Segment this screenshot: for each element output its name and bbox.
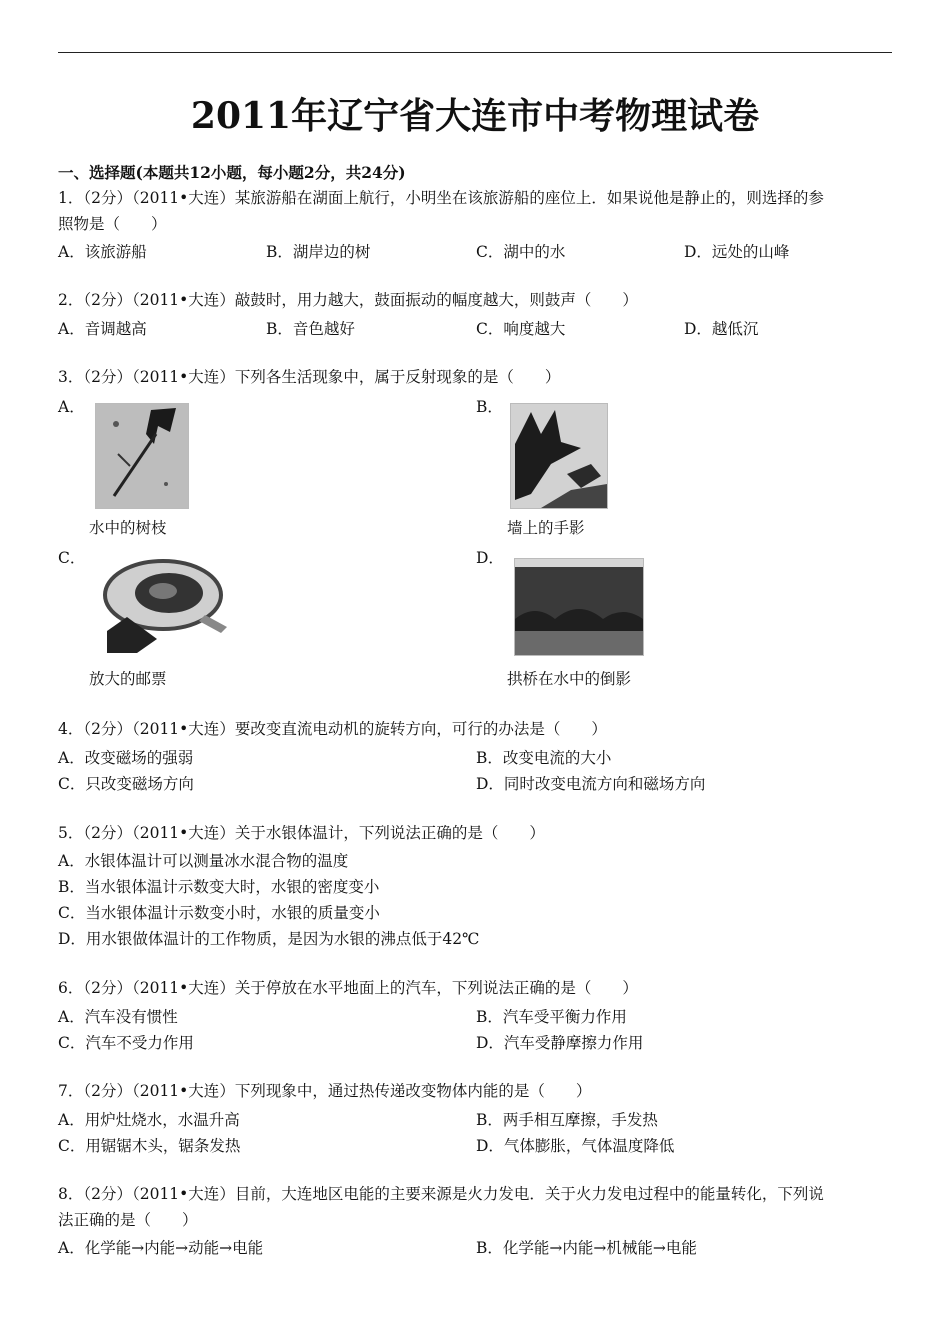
header-rule xyxy=(58,52,892,53)
q1-option-b[interactable]: B．湖岸边的树 xyxy=(266,243,371,261)
question-6-stem: 6．（2分）（2011•大连）关于停放在水平地面上的汽车，下列说法正确的是（ ） xyxy=(58,979,638,997)
q8-option-a[interactable]: A．化学能→内能→动能→电能 xyxy=(58,1239,264,1257)
q4-option-d[interactable]: D．同时改变电流方向和磁场方向 xyxy=(476,775,706,793)
q7-option-d[interactable]: D．气体膨胀，气体温度降低 xyxy=(476,1137,675,1155)
q6-option-b[interactable]: B．汽车受平衡力作用 xyxy=(476,1008,627,1026)
q1-option-a[interactable]: A．该旅游船 xyxy=(58,243,147,261)
q7-option-c[interactable]: C．用锯锯木头，锯条发热 xyxy=(58,1137,241,1155)
magnified-stamp-image xyxy=(93,553,233,653)
q2-option-c[interactable]: C．响度越大 xyxy=(476,320,566,338)
question-8-stem: 8．（2分）（2011•大连）目前，大连地区电能的主要来源是火力发电．关于火力发电过程中的能量转化，下列说 xyxy=(58,1185,824,1203)
question-3-stem: 3．（2分）（2011•大连）下列各生活现象中，属于反射现象的是（ ） xyxy=(58,368,561,386)
hand-shadow-on-wall-image xyxy=(510,403,608,509)
q5-option-d[interactable]: D．用水银做体温计的工作物质，是因为水银的沸点低于42℃ xyxy=(58,930,480,948)
section-heading: 一、选择题(本题共12小题，每小题2分，共24分) xyxy=(58,163,406,182)
question-8-stem-cont: 法正确的是（ ） xyxy=(58,1211,198,1229)
q2-option-b[interactable]: B．音色越好 xyxy=(266,320,355,338)
q3-option-b[interactable]: B． xyxy=(476,398,503,416)
q2-option-d[interactable]: D．越低沉 xyxy=(684,320,759,338)
question-2-stem: 2．（2分）（2011•大连）敲鼓时，用力越大，鼓面振动的幅度越大，则鼓声（ ） xyxy=(58,291,638,309)
q8-option-b[interactable]: B．化学能→内能→机械能→电能 xyxy=(476,1239,697,1257)
q5-option-c[interactable]: C．当水银体温计示数变小时，水银的质量变小 xyxy=(58,904,380,922)
q4-option-c[interactable]: C．只改变磁场方向 xyxy=(58,775,194,793)
q7-option-b[interactable]: B．两手相互摩擦，手发热 xyxy=(476,1111,658,1129)
tree-branch-in-water-image xyxy=(95,403,189,509)
q1-option-d[interactable]: D．远处的山峰 xyxy=(684,243,790,261)
question-1-stem: 1．（2分）（2011•大连）某旅游船在湖面上航行，小明坐在该旅游船的座位上．如果说他是静止的，则选择的参 xyxy=(58,189,824,207)
question-4-stem: 4．（2分）（2011•大连）要改变直流电动机的旋转方向，可行的办法是（ ） xyxy=(58,720,607,738)
q5-option-b[interactable]: B．当水银体温计示数变大时，水银的密度变小 xyxy=(58,878,380,896)
q6-option-d[interactable]: D．汽车受静摩擦力作用 xyxy=(476,1034,644,1052)
q3-caption-d: 拱桥在水中的倒影 xyxy=(507,670,632,688)
q3-caption-b: 墙上的手影 xyxy=(507,519,585,537)
question-7-stem: 7．（2分）（2011•大连）下列现象中，通过热传递改变物体内能的是（ ） xyxy=(58,1082,592,1100)
q6-option-c[interactable]: C．汽车不受力作用 xyxy=(58,1034,194,1052)
q4-option-a[interactable]: A．改变磁场的强弱 xyxy=(58,749,194,767)
q3-option-c[interactable]: C． xyxy=(58,549,86,567)
q4-option-b[interactable]: B．改变电流的大小 xyxy=(476,749,612,767)
question-5-stem: 5．（2分）（2011•大连）关于水银体温计，下列说法正确的是（ ） xyxy=(58,824,545,842)
q6-option-a[interactable]: A．汽车没有惯性 xyxy=(58,1008,178,1026)
bridge-reflection-image xyxy=(514,558,644,656)
q3-caption-a: 水中的树枝 xyxy=(89,519,167,537)
q3-option-d[interactable]: D． xyxy=(476,549,504,567)
q5-option-a[interactable]: A．水银体温计可以测量冰水混合物的温度 xyxy=(58,852,349,870)
q3-caption-c: 放大的邮票 xyxy=(89,670,167,688)
q3-option-a[interactable]: A． xyxy=(58,398,85,416)
q1-option-c[interactable]: C．湖中的水 xyxy=(476,243,566,261)
q2-option-a[interactable]: A．音调越高 xyxy=(58,320,147,338)
q7-option-a[interactable]: A．用炉灶烧水，水温升高 xyxy=(58,1111,240,1129)
page-title: 2011年辽宁省大连市中考物理试卷 xyxy=(190,95,760,137)
question-1-stem-cont: 照物是（ ） xyxy=(58,215,167,233)
